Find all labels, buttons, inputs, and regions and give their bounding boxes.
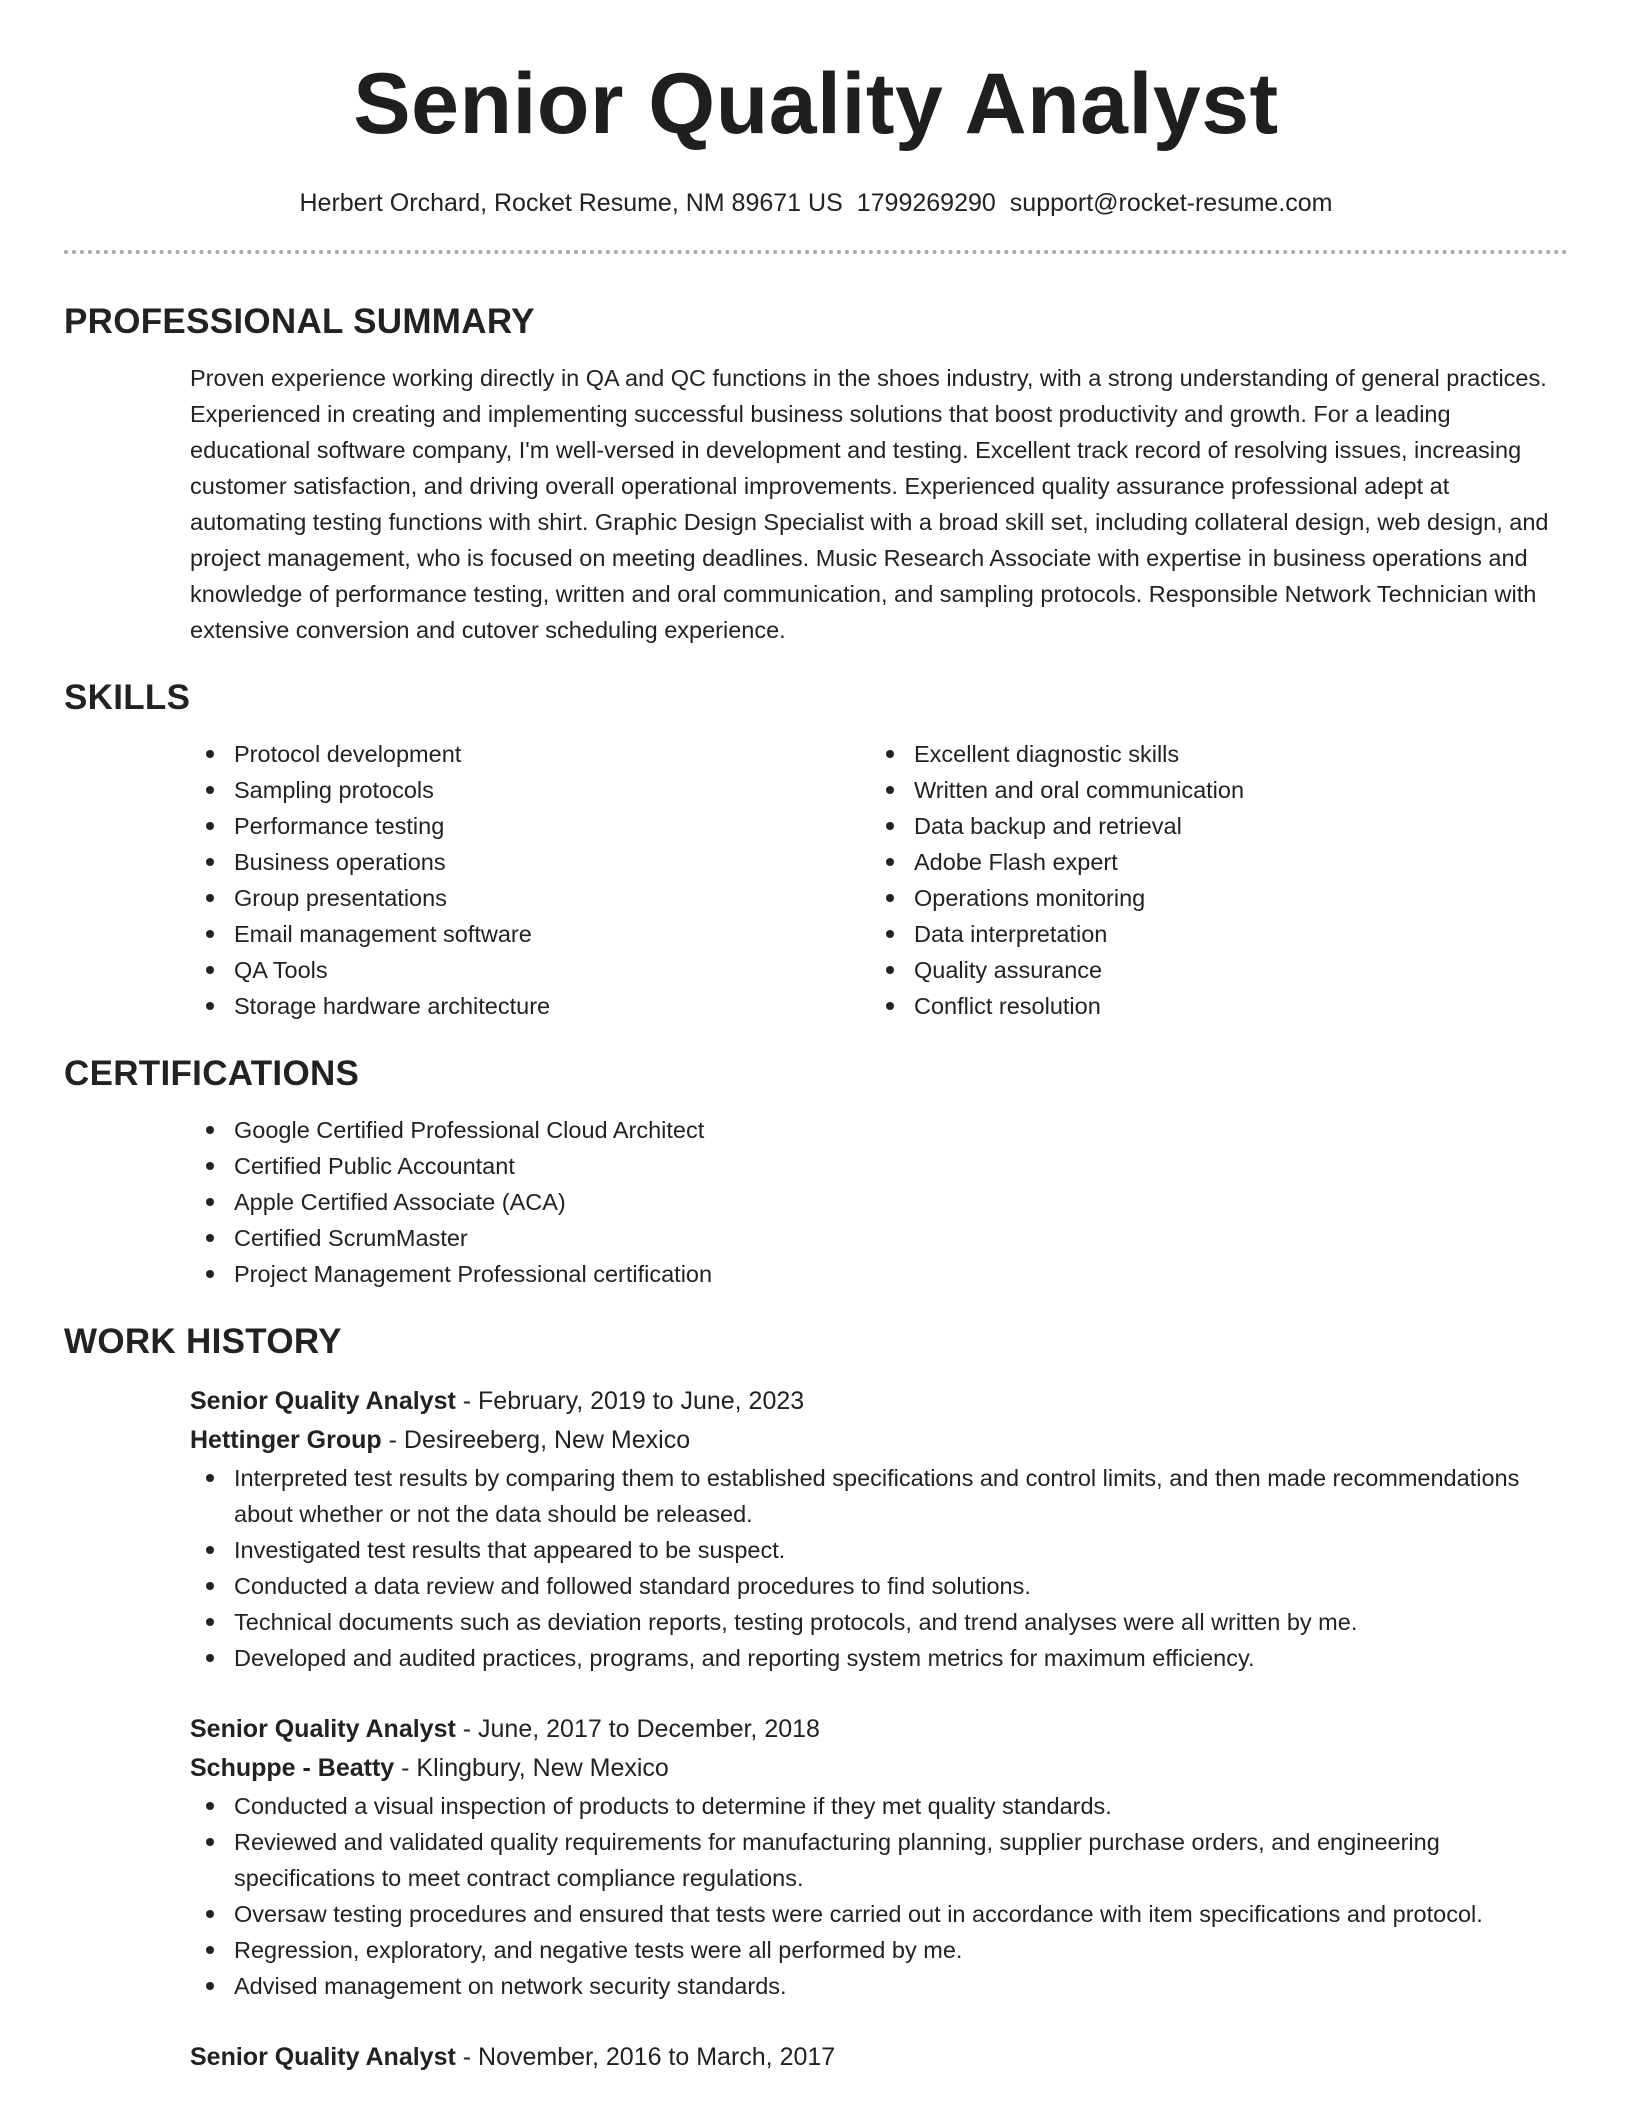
skill-item: Written and oral communication — [870, 772, 1550, 808]
certification-item: Apple Certified Associate (ACA) — [190, 1184, 1568, 1220]
skill-item: Business operations — [190, 844, 870, 880]
contact-address: Herbert Orchard, Rocket Resume, NM 89671 US — [299, 189, 843, 217]
job-entry — [190, 1710, 1568, 2004]
summary-heading: PROFESSIONAL SUMMARY — [64, 302, 535, 341]
skills-column-left — [190, 736, 870, 1024]
job-bullet: Developed and audited practices, programs, and reporting system metrics for maximum efficiency. — [190, 1640, 1568, 1676]
summary-text: Proven experience working directly in QA and QC functions in the shoes industry, with a strong understanding of general practices. Experienced in creating and implementing successful business solutions that boost productivity and growth. For a leading educational software company, I'm well-versed in development and testing. Excellent track record of resolving issues, increasing customer satisfaction, and driving overall operational improvements. Experienced quality assurance professional adept at automating testing functions with shirt. Graphic Design Specialist with a broad skill set, including collateral design, web design, and project management, who is focused on meeting deadlines. Music Research Associate with expertise in business operations and knowledge of performance testing, written and oral communication, and sampling protocols. Responsible Network Technician with extensive conversion and cutover scheduling experience. — [190, 365, 1549, 643]
job-company: Hettinger Group — [190, 1426, 382, 1454]
job-company-line — [190, 1421, 1568, 1460]
skill-item: Storage hardware architecture — [190, 988, 870, 1024]
contact-line — [64, 186, 1568, 220]
skill-item: Group presentations — [190, 880, 870, 916]
certification-item: Project Management Professional certification — [190, 1256, 1568, 1292]
skill-item: Email management software — [190, 916, 870, 952]
job-role: Senior Quality Analyst — [190, 1387, 456, 1415]
job-location: - Klingbury, New Mexico — [394, 1754, 669, 1782]
certification-item: Google Certified Professional Cloud Architect — [190, 1112, 1568, 1148]
certifications-heading: CERTIFICATIONS — [64, 1054, 360, 1093]
summary-section — [64, 300, 1568, 648]
resume-header — [64, 0, 1568, 254]
job-location: - Desireeberg, New Mexico — [381, 1426, 691, 1454]
contact-email: support@rocket-resume.com — [1009, 189, 1333, 217]
job-bullet: Interpreted test results by comparing them to established specifications and control limits, and then made recommendations about whether or not the data should be released. — [190, 1460, 1568, 1532]
skills-grid — [190, 736, 1568, 1024]
job-role: Senior Quality Analyst — [190, 2043, 456, 2071]
skill-item: Conflict resolution — [870, 988, 1550, 1024]
skill-item: Sampling protocols — [190, 772, 870, 808]
skill-item: Adobe Flash expert — [870, 844, 1550, 880]
job-dates: - February, 2019 to June, 2023 — [455, 1387, 805, 1415]
certification-item: Certified Public Accountant — [190, 1148, 1568, 1184]
certifications-section — [64, 1052, 1568, 1292]
job-bullet: Conducted a data review and followed standard procedures to find solutions. — [190, 1568, 1568, 1604]
job-company-line — [190, 1749, 1568, 1788]
job-bullets — [190, 1460, 1568, 1676]
job-role: Senior Quality Analyst — [190, 1715, 456, 1743]
certifications-list — [190, 1112, 1568, 1292]
resume-title: Senior Quality Analyst — [353, 56, 1279, 152]
skill-item: Protocol development — [190, 736, 870, 772]
skill-item: Data interpretation — [870, 916, 1550, 952]
skill-item: Operations monitoring — [870, 880, 1550, 916]
skill-item: Performance testing — [190, 808, 870, 844]
skill-item: QA Tools — [190, 952, 870, 988]
job-bullet: Technical documents such as deviation reports, testing protocols, and trend analyses were all written by me. — [190, 1604, 1568, 1640]
work-history-heading: WORK HISTORY — [64, 1322, 342, 1361]
skills-heading: SKILLS — [64, 678, 191, 717]
job-bullets — [190, 1788, 1568, 2004]
job-dates: - June, 2017 to December, 2018 — [455, 1715, 820, 1743]
job-bullet: Conducted a visual inspection of products to determine if they met quality standards. — [190, 1788, 1568, 1824]
job-title-line — [190, 1382, 1568, 1421]
job-title-line — [190, 1710, 1568, 1749]
skills-section — [64, 676, 1568, 1024]
header-divider — [64, 250, 1568, 254]
job-entry — [190, 1382, 1568, 1676]
skill-item: Excellent diagnostic skills — [870, 736, 1550, 772]
job-dates: - November, 2016 to March, 2017 — [455, 2043, 836, 2071]
work-history-section — [64, 1320, 1568, 2077]
job-title-line — [190, 2038, 1568, 2077]
job-bullet: Advised management on network security standards. — [190, 1968, 1568, 2004]
job-bullet: Reviewed and validated quality requirements for manufacturing planning, supplier purchase orders, and engineering specifications to meet contract compliance regulations. — [190, 1824, 1568, 1896]
resume-page — [64, 0, 1568, 2077]
skills-column-right — [870, 736, 1550, 1024]
certification-item: Certified ScrumMaster — [190, 1220, 1568, 1256]
job-bullet: Regression, exploratory, and negative tests were all performed by me. — [190, 1932, 1568, 1968]
contact-phone: 1799269290 — [856, 189, 996, 217]
job-bullet: Investigated test results that appeared to be suspect. — [190, 1532, 1568, 1568]
skill-item: Quality assurance — [870, 952, 1550, 988]
job-bullet: Oversaw testing procedures and ensured that tests were carried out in accordance with item specifications and protocol. — [190, 1896, 1568, 1932]
skill-item: Data backup and retrieval — [870, 808, 1550, 844]
job-company: Schuppe - Beatty — [190, 1754, 395, 1782]
job-entry — [190, 2038, 1568, 2077]
